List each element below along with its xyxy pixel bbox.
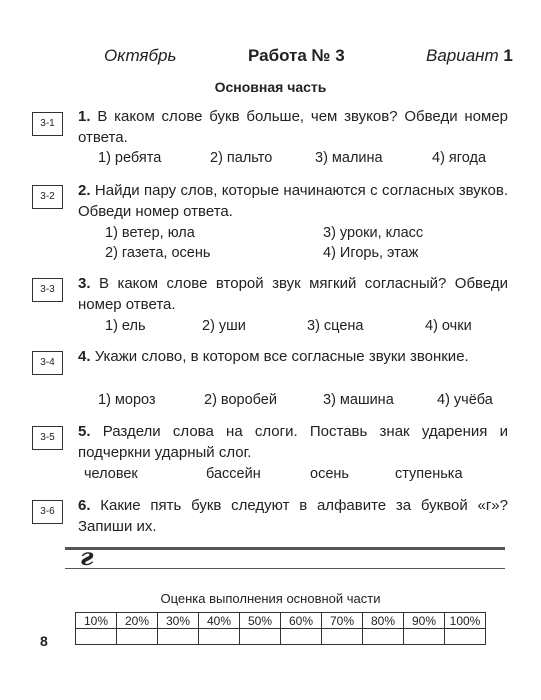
answer-option: 1) мороз [98, 392, 156, 408]
percent-cell: 70% [322, 613, 363, 629]
header-month: Октябрь [104, 46, 177, 65]
writing-line [65, 547, 505, 550]
question-text: 6. Какие пять букв следуют в алфавите за буквой «г»? Запиши их. [78, 497, 508, 535]
mark-cell[interactable] [199, 629, 240, 645]
question-code: 3-6 [32, 500, 63, 524]
mark-cell[interactable] [76, 629, 117, 645]
mark-cell[interactable] [363, 629, 404, 645]
question-text: 3. В каком слове второй звук мягкий согласный? Обведи номер ответа. [78, 275, 508, 313]
word-item: ступенька [395, 466, 463, 482]
answer-option: 3) уроки, класс [323, 225, 424, 241]
header-variant: Вариант 1 [426, 46, 513, 65]
header-title: Работа № 3 [248, 46, 345, 65]
percent-cell: 90% [404, 613, 445, 629]
question-text: 4. Укажи слово, в котором все согласные звуки звонкие. [78, 348, 469, 365]
handwritten-letter: г [80, 542, 94, 571]
percent-row [76, 613, 486, 629]
word-item: человек [84, 466, 138, 482]
percent-cell: 60% [281, 613, 322, 629]
percent-cell: 100% [445, 613, 486, 629]
answer-option: 2) воробей [204, 392, 277, 408]
question-code: 3-5 [32, 426, 63, 450]
mark-cell[interactable] [445, 629, 486, 645]
mark-cell[interactable] [281, 629, 322, 645]
question-text: 2. Найди пару слов, которые начинаются с согласных звуков. Обведи номер ответа. [78, 182, 508, 220]
question-code: 3-2 [32, 185, 63, 209]
answer-option: 1) ветер, юла [105, 225, 195, 241]
percent-cell: 10% [76, 613, 117, 629]
mark-cell[interactable] [322, 629, 363, 645]
writing-line [65, 568, 505, 569]
word-item: бассейн [206, 466, 261, 482]
answer-option: 4) очки [425, 318, 472, 334]
answer-option: 4) учёба [437, 392, 493, 408]
answer-option: 2) газета, осень [105, 245, 211, 261]
evaluation-label: Оценка выполнения основной части [160, 591, 381, 606]
question-code: 3-1 [32, 112, 63, 136]
question-text: 1. В каком слове букв больше, чем звуков? Обведи номер ответа. [78, 108, 509, 146]
question-text: 5. Раздели слова на слоги. Поставь знак ударения и подчеркни ударный слог. [78, 423, 508, 461]
answer-option: 2) пальто [210, 150, 273, 166]
percent-cell: 40% [199, 613, 240, 629]
mark-cell[interactable] [240, 629, 281, 645]
answer-option: 4) Игорь, этаж [323, 245, 419, 261]
mark-row [76, 629, 486, 645]
question-code: 3-3 [32, 278, 63, 302]
answer-option: 3) машина [323, 392, 394, 408]
percent-cell: 80% [363, 613, 404, 629]
word-item: осень [310, 466, 349, 482]
mark-cell[interactable] [404, 629, 445, 645]
answer-option: 1) ель [105, 318, 146, 334]
section-subtitle: Основная часть [214, 79, 327, 95]
mark-cell[interactable] [158, 629, 199, 645]
evaluation-table [75, 612, 486, 645]
question-code: 3-4 [32, 351, 63, 375]
answer-option: 3) малина [315, 150, 383, 166]
page-number: 8 [40, 633, 48, 649]
answer-option: 4) ягода [432, 150, 487, 166]
mark-cell[interactable] [117, 629, 158, 645]
answer-option: 2) уши [202, 318, 246, 334]
percent-cell: 20% [117, 613, 158, 629]
percent-cell: 50% [240, 613, 281, 629]
answer-option: 3) сцена [307, 318, 364, 334]
answer-option: 1) ребята [98, 150, 162, 166]
percent-cell: 30% [158, 613, 199, 629]
